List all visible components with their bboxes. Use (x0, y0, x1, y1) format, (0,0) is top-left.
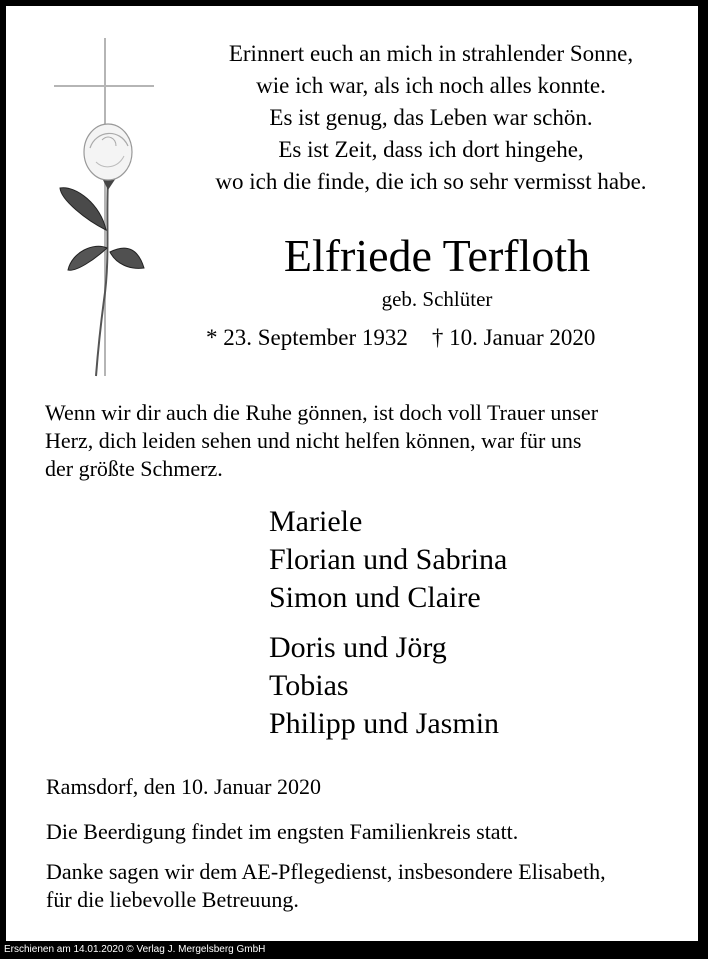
funeral-note: Die Beerdigung findet im engsten Familienkreis statt. (46, 819, 519, 844)
place-and-date: Ramsdorf, den 10. Januar 2020 (46, 774, 321, 799)
cross-with-rose-icon (46, 30, 166, 380)
mourner-name: Simon und Claire (269, 581, 481, 614)
poem-line: Es ist genug, das Leben war schön. (269, 105, 593, 130)
poem-line: Es ist Zeit, dass ich dort hingehe, (278, 137, 584, 162)
mourner-name: Tobias (269, 669, 349, 702)
thanks-line: Danke sagen wir dem AE-Pflegedienst, insbesondere Elisabeth, (46, 859, 606, 884)
thanks-line: für die liebevolle Betreuung. (46, 887, 299, 912)
mourners-group-1 (269, 503, 507, 617)
mourner-name: Mariele (269, 505, 363, 538)
mourner-name: Doris und Jörg (269, 631, 447, 664)
birth-date: * 23. September 1932 (206, 325, 408, 350)
deceased-name: Elfriede Terfloth (283, 230, 591, 281)
verse-line: Herz, dich leiden sehen und nicht helfen können, war für uns (45, 428, 582, 453)
mourners-group-2 (269, 629, 499, 743)
poem-line: wie ich war, als ich noch alles konnte. (256, 73, 606, 98)
poem-line: wo ich die finde, die ich so sehr vermisst habe. (215, 169, 647, 194)
mourner-name: Philipp und Jasmin (269, 707, 500, 740)
maiden-name: geb. Schlüter (381, 287, 493, 311)
publication-footer: Erschienen am 14.01.2020 © Verlag J. Mergelsberg GmbH (4, 944, 266, 955)
thanks-note (46, 858, 686, 914)
verse-line: Wenn wir dir auch die Ruhe gönnen, ist doch voll Trauer unser (45, 400, 599, 425)
life-dates (206, 321, 595, 355)
memorial-poem (176, 38, 686, 198)
obituary-card (6, 6, 698, 941)
mourner-name: Florian und Sabrina (269, 543, 508, 576)
mourning-verse (45, 399, 675, 483)
verse-line: der größte Schmerz. (45, 456, 223, 481)
death-date: † 10. Januar 2020 (431, 325, 596, 350)
poem-line: Erinnert euch an mich in strahlender Sonne, (228, 41, 634, 66)
